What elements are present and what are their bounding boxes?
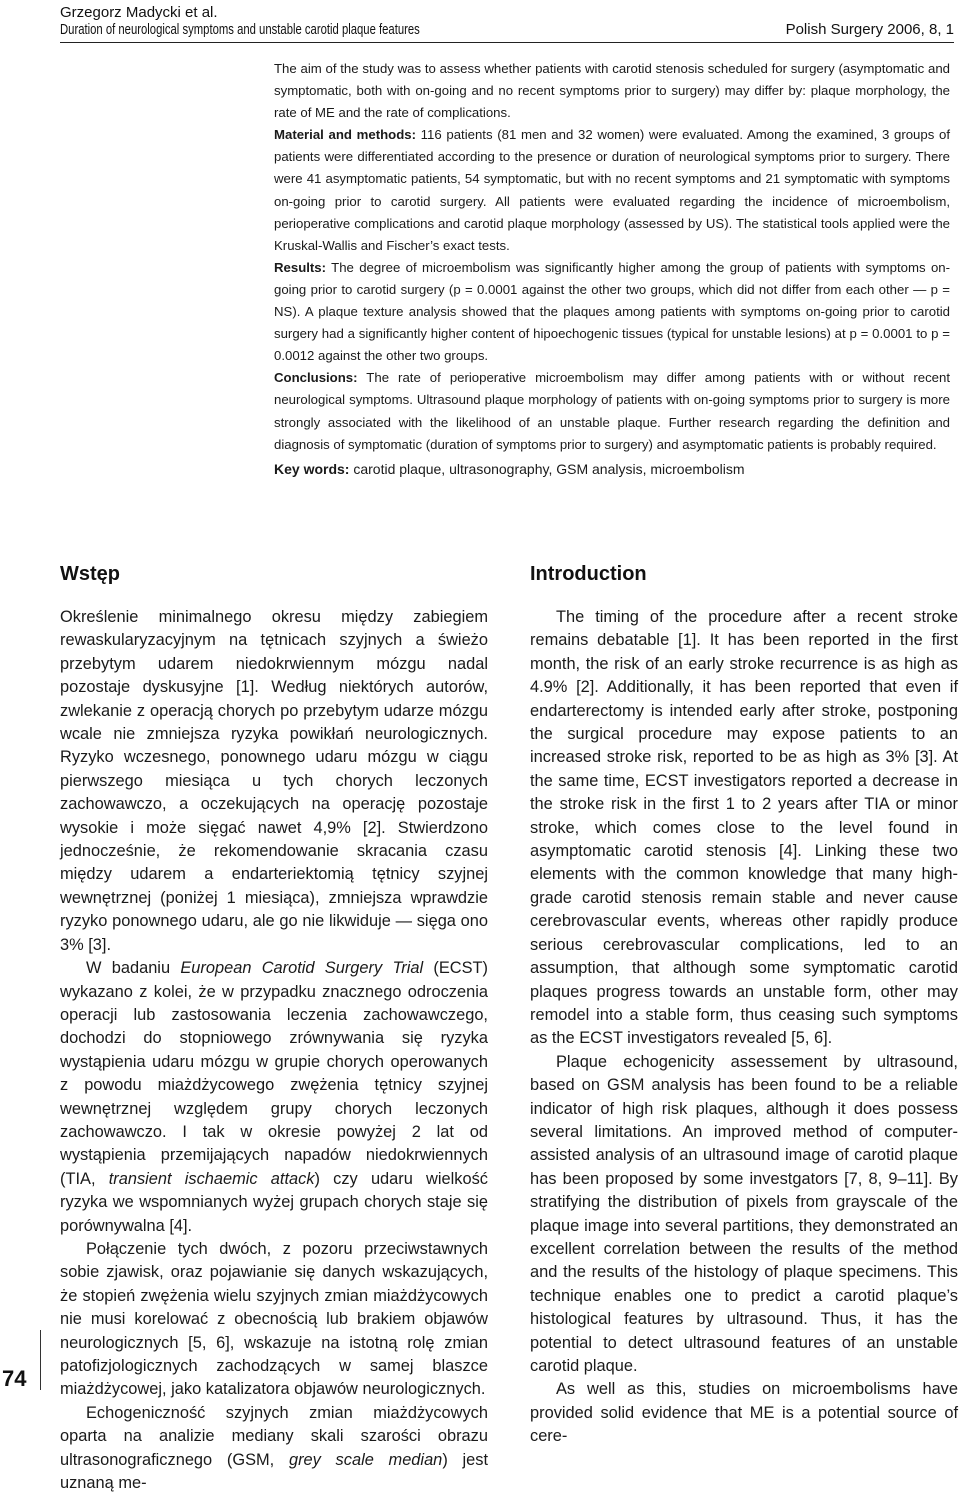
paragraph-text: Echogeniczność szyjnych zmian miażdżycowych oparta na analizie mediany skali szarości obrazu ultrasonograficznego (GSM, <box>60 1403 488 1469</box>
section-heading-wstep: Wstęp <box>60 563 120 585</box>
paragraph: Plaque echogenicity assessement by ultrasound, based on GSM analysis has been found to be a reliable indicator of high risk plaques, although it does possess several limitations. An improved method of computer-assisted analysis of an ultrasound image of carotid plaque has been proposed by some investgators [7, 8, 9–11]. By stratifying the distribution of pixels from grayscale of the plaque image into several partitions, they demonstrated an excellent correlation between the results of the method and the results of the histology of plaque specimens. This technique enables one to predict a carotid plaque’s histological features by ultrasound. Thus, it has the potential to detect ultrasound features of an unstable carotid plaque. <box>530 1052 958 1375</box>
paragraph: As well as this, studies on microembolisms have provided solid evidence that ME is a potential source of cere- <box>530 1380 958 1446</box>
page-number: 74 <box>2 1366 27 1391</box>
header-divider <box>60 42 954 43</box>
keywords-label: Key words: <box>274 461 350 477</box>
abstract-methods-text: 116 patients (81 men and 32 women) were evaluated. Among the examined, 3 groups of patients were differentiated according to the presence or duration of neurological symptoms prior to surgery. There were 41 asymptomatic patients, 54 symptomatic, but with no recent symptoms and 21 symptomatic with symptoms on-going prior to carotid surgery. All patients were evaluated regarding the incidence of microembolism, perioperative complications and carotid plaque morphology (assessed by US). The statistical tools applied were the Kruskal-Wallis and Fischer’s exact tests. <box>274 127 950 253</box>
section-heading-introduction: Introduction <box>530 563 647 585</box>
polish-column <box>60 562 488 1495</box>
abstract-methods-label: Material and methods: <box>274 127 416 143</box>
paragraph: Połączenie tych dwóch, z pozoru przeciwstawnych sobie zjawisk, oraz pojawianie się danych wskazujących, że stopień zwężenia wielu szyjnych zmian miażdżycowych nie musi korelować z obecnością lub brakiem objawów neurologicznych [5, 6], wskazuje na istotną rolę zmian patofizjologicznych zachodzących w samej blaszce miażdżycowej, jako katalizatora objawów neurologicznych. <box>60 1239 488 1399</box>
keywords-text: carotid plaque, ultrasonography, GSM analysis, microembolism <box>349 461 745 477</box>
paragraph-text: W badaniu <box>86 959 181 978</box>
abstract-results-text: The degree of microembolism was significantly higher among the group of patients with symptoms on-going prior to carotid surgery (p = 0.0001 against the other two groups, which did not differ from each other — p = NS). A plaque texture analysis showed that the plaques among patients with symptoms on-going prior to carotid surgery had a significantly higher content of hipoechogenic tissues (typical for unstable lesions) at p = 0.0001 to p = 0.0012 against the other two groups. <box>274 259 950 364</box>
paragraph-text: (ECST) wykazano z kolei, że w przypadku znacznego odroczenia operacji lub zastosowania leczenia zachowawczego, dochodzi do stopniowego zrównywania się ryzyka wystąpienia udaru mózgu w grupie chorych operowanych z powodu miażdżycowego zwężenia tętnicy szyjnej wewnętrznej względem grupy chorych leczonych zachowawczo. I tak w okresie powyżej 2 lat od wystąpienia przemijających napadów niedokrwiennych (TIA, <box>60 959 489 1188</box>
paragraph <box>60 1402 488 1495</box>
paragraph-text: ) czy udaru wielkość ryzyka we wspomnianych wyżej grupach chorych staje się porównywalna [4]. <box>60 1169 488 1235</box>
header-journal: Polish Surgery 2006, 8, 1 <box>785 21 954 38</box>
trial-name: European Carotid Surgery Trial <box>180 959 424 978</box>
page-number-rule <box>40 1330 41 1390</box>
abstract <box>274 58 950 456</box>
paragraph: The timing of the procedure after a recent stroke remains debatable [1]. It has been reported in the first month, the risk of an early stroke recurrence is as high as 4.9% [2]. Additionally, it has been reported that even if endarterectomy is intended early after stroke, postponing the surgical procedure may expose patients to an increased stroke risk, reported to be as high as 3% [3]. At the same time, ECST investigators reported a decrease in the stroke risk in the first 1 to 2 years after TIA or minor stroke, which comes close to the level found in asymptomatic carotid stenosis [4]. Linking these two elements with the common knowledge that many high-grade carotid stenosis remain stable and never cause cerebrovascular events, whereas other rapidly produce serious cerebrovascular complications, led to an assumption, that although some symptomatic carotid plaques progress towards an unstable form, other may remodel into a stable form, thus ceasing such symptoms as the ECST investigators revealed [5, 6]. <box>530 608 958 1048</box>
keywords <box>274 459 950 479</box>
abstract-conclusions-label: Conclusions: <box>274 370 358 386</box>
header-article-title: Duration of neurological symptoms and unstable carotid plaque features <box>60 21 420 38</box>
paragraph-text: ) jest uznaną me- <box>60 1450 488 1493</box>
abstract-results-label: Results: <box>274 259 327 275</box>
english-body <box>530 606 958 1449</box>
polish-body <box>60 606 488 1495</box>
header-author: Grzegorz Madycki et al. <box>60 4 218 21</box>
paragraph: Określenie minimalnego okresu między zabiegiem rewaskularyzacyjnym na tętnicach szyjnych a świeżo przebytym udarem niedokrwiennym mózgu nadal pozostaje dyskusyjne [1]. Według niektórych autorów, zwlekanie z operacją chorych po przebytym udarze mózgu wcale nie zmniejsza ryzyka powikłań neurologicznych. Ryzyko wczesnego, ponownego udaru mózgu w ciągu pierwszego miesiąca u tych chorych leczonych zachowawczo, a oczekujących na operację pozostaje wysokie i może sięgać nawet 4,9% [2]. Stwierdzono jednocześnie, że rekomendowanie skracania czasu między udarem a endarteriektomią tętnicy szyjnej wewnętrznej (poniżej 1 miesiąca), zmniejsza wprawdzie ryzyko ponownego udaru, ale go nie likwiduje — sięga ono 3% [3]. <box>60 608 488 954</box>
term-italic: transient ischaemic attack <box>108 1169 315 1188</box>
abstract-aim: The aim of the study was to assess whether patients with carotid stenosis scheduled for surgery (asymptomatic and symptomatic, both with on-going and no recent symptoms prior to surgery) may differ by: plaque morphology, the rate of ME and the rate of complications. <box>274 61 950 121</box>
term-italic: grey scale median <box>288 1450 443 1469</box>
abstract-conclusions-text: The rate of perioperative microembolism may differ among patients with or without recent neurological symptoms. Ultrasound plaque morphology of patients with on-going symptoms prior to surgery is more strongly associated with the likelihood of an unstable plaque. Further research regarding the definition and diagnosis of symptomatic (duration of symptoms prior to surgery) and asymptomatic patients is probably required. <box>274 370 950 452</box>
paragraph <box>60 957 488 1238</box>
english-column <box>530 562 958 1449</box>
